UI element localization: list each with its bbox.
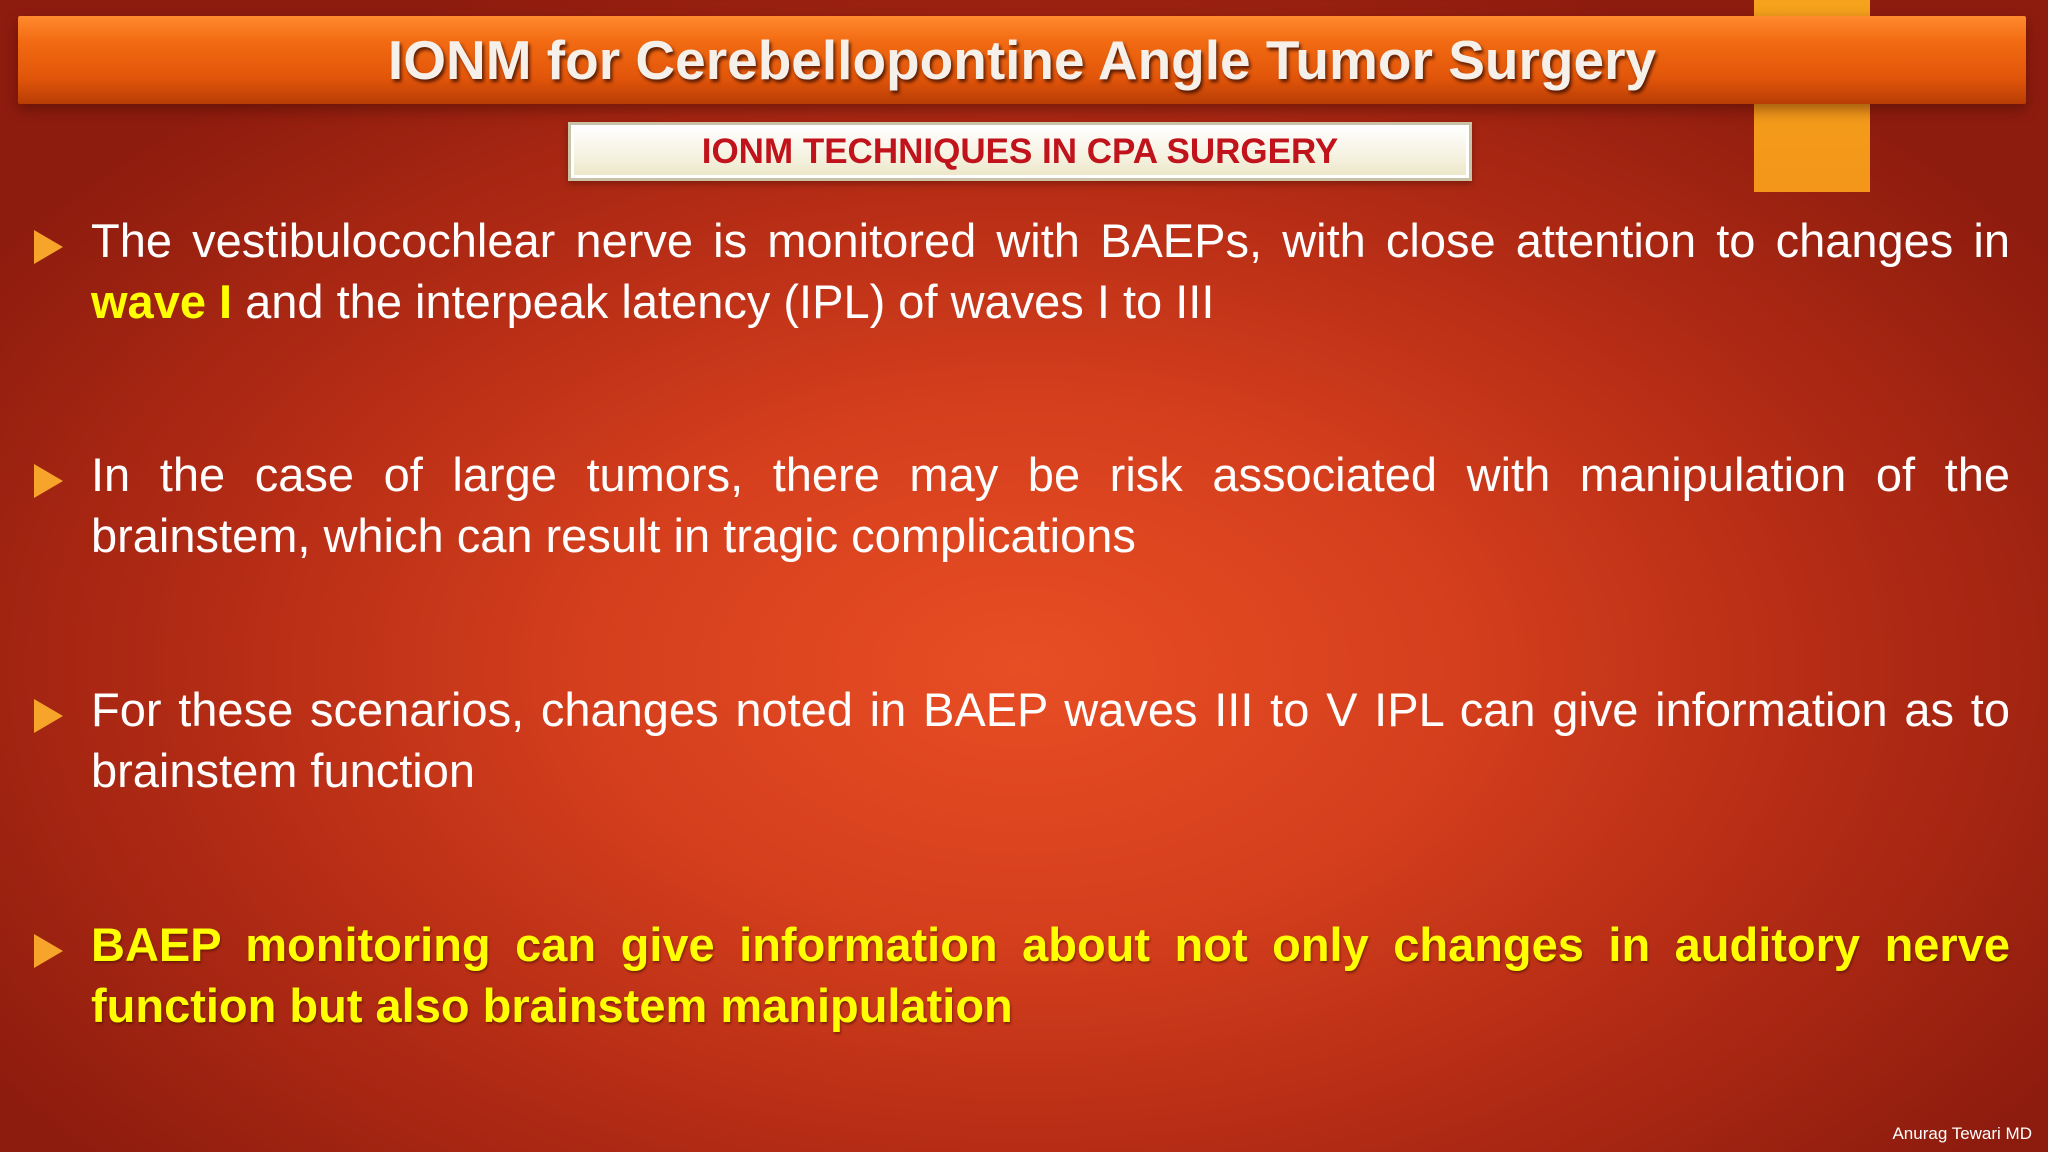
bullet-text-1-before: The vestibulocochlear nerve is monitored with BAEPs, with close attention to changes in [91, 214, 2010, 267]
bullet-highlight-wave-i: wave I [91, 275, 233, 328]
bullet-text-3: For these scenarios, changes noted in BAEP waves III to V IPL can give information as to brainstem function [91, 683, 2010, 797]
bullet-triangle-icon [34, 230, 63, 264]
title-banner [18, 16, 2026, 104]
bullet-triangle-icon [34, 464, 63, 498]
author-credit: Anurag Tewari MD [1892, 1124, 2032, 1143]
subtitle-box [568, 122, 1472, 181]
bullet-text-1-after: and the interpeak latency (IPL) of waves I to III [232, 275, 1215, 328]
bullet-text-1 [91, 210, 2010, 332]
bullet-text-4: BAEP monitoring can give information about not only changes in auditory nerve function but also brainstem manipulation [91, 918, 2010, 1032]
slide-title: IONM for Cerebellopontine Angle Tumor Surgery [387, 29, 1657, 91]
bullet-triangle-icon [34, 934, 63, 968]
bullet-text-2: In the case of large tumors, there may be risk associated with manipulation of the brainstem, which can result in tragic complications [91, 448, 2010, 562]
bullet-triangle-icon [34, 699, 63, 733]
slide-subtitle: IONM TECHNIQUES IN CPA SURGERY [701, 131, 1339, 171]
